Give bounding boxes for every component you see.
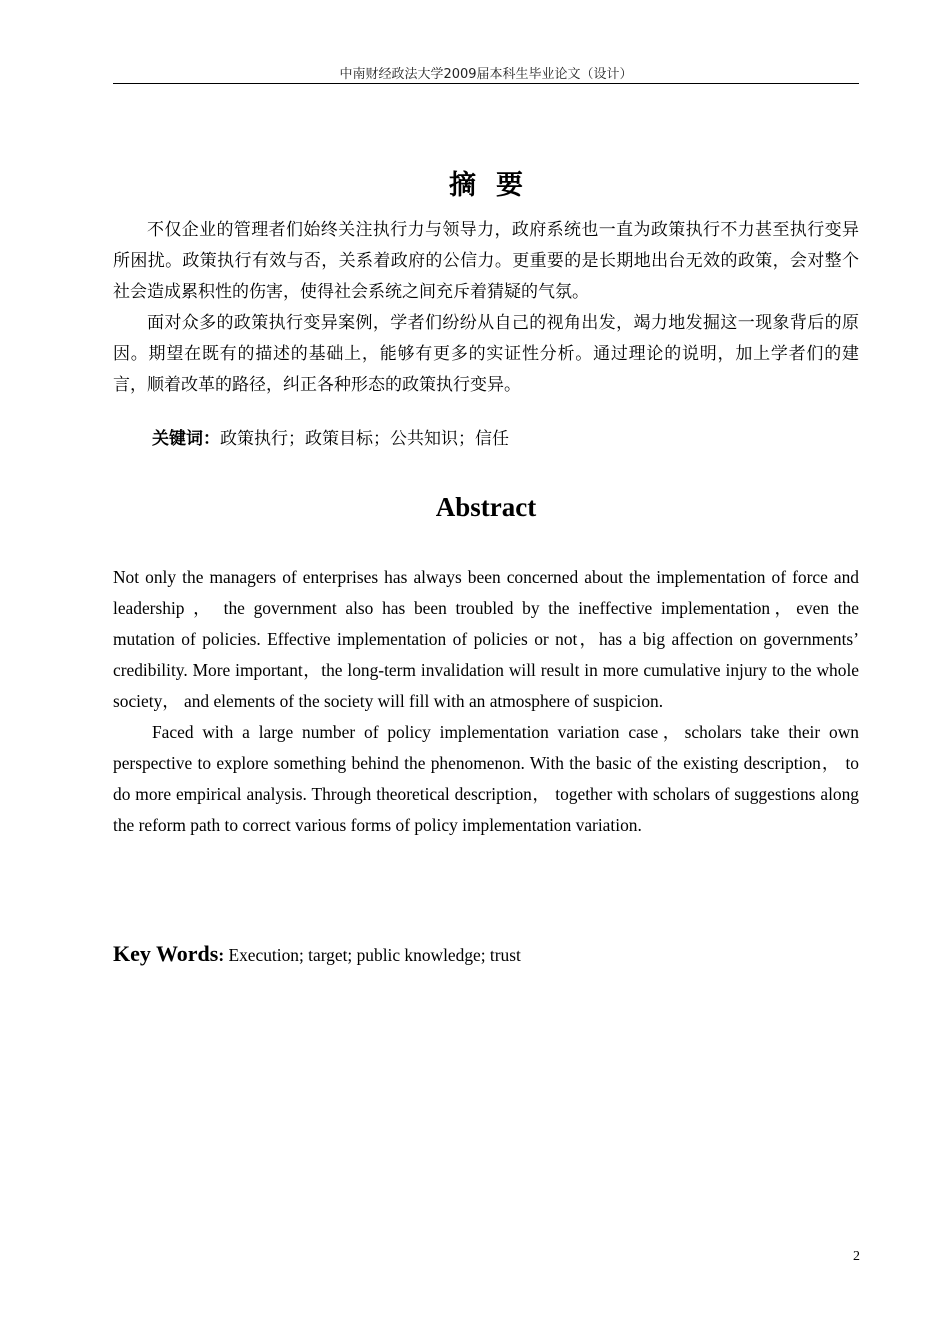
english-abstract-body — [113, 562, 859, 841]
english-keywords-label: Key Words — [113, 941, 219, 966]
chinese-abstract-body — [113, 215, 859, 401]
header-rule — [113, 83, 859, 84]
chinese-abstract-title: 摘要 — [449, 170, 543, 201]
english-abstract-paragraph-2: Faced with a large number of policy implementation variation case，scholars take their own perspective to explore something behind the phenomenon. With the basic of the existing description， to do more empirical analysis. Through theoretical description， together with scholars of suggestions along the reform path to correct various forms of policy implementation variation. — [113, 722, 859, 835]
chinese-keywords — [152, 424, 859, 454]
english-keywords — [113, 937, 859, 972]
english-keywords-colon: : — [218, 945, 225, 965]
page-header: 中南财经政法大学2009届本科生毕业论文（设计） — [339, 67, 633, 82]
english-keywords-value: Execution; target; public knowledge; trust — [224, 945, 521, 965]
english-abstract-title: Abstract — [435, 492, 537, 522]
chinese-abstract-paragraph-2: 面对众多的政策执行变异案例，学者们纷纷从自己的视角出发，竭力地发掘这一现象背后的原因。期望在既有的描述的基础上，能够有更多的实证性分析。通过理论的说明，加上学者们的建言，顺着改革的路径，纠正各种形态的政策执行变异。 — [113, 313, 859, 395]
english-abstract-paragraph-1: Not only the managers of enterprises has always been concerned about the implementation of force and leadership ， the government also has been troubled by the ineffective implementation，even the mutation of policies. Effective implementation of policies or not，has a big affection on governments’ credibility. More important，the long-term invalidation will result in more cumulative injury to the whole society， and elements of the society will fill with an atmosphere of suspicion. — [113, 567, 859, 711]
chinese-abstract-paragraph-1: 不仅企业的管理者们始终关注执行力与领导力，政府系统也一直为政策执行不力甚至执行变异所困扰。政策执行有效与否，关系着政府的公信力。更重要的是长期地出台无效的政策，会对整个社会造成累积性的伤害，使得社会系统之间充斥着猜疑的气氛。 — [113, 220, 859, 302]
chinese-keywords-label: 关键词： — [152, 429, 220, 449]
page-number: 2 — [853, 1249, 860, 1264]
chinese-keywords-value: 政策执行；政策目标；公共知识；信任 — [220, 429, 509, 449]
